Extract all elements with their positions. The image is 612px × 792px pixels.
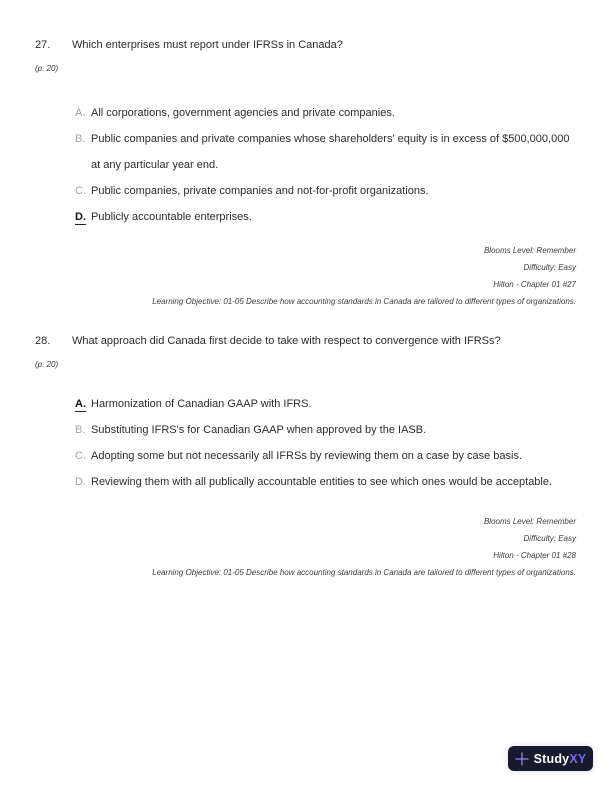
answer-option-d-correct[interactable] — [75, 204, 570, 230]
page-reference: (p. 20) — [35, 360, 59, 369]
option-text: Substituting IFRS's for Canadian GAAP when approved by the IASB. — [91, 424, 427, 436]
option-letter-text: C. — [75, 450, 86, 462]
option-letter-text: C. — [75, 185, 86, 197]
option-letter — [75, 126, 91, 178]
plus-icon — [515, 752, 529, 766]
studyxy-logo[interactable] — [508, 746, 593, 771]
option-letter — [75, 100, 91, 126]
question-28 — [35, 334, 576, 581]
meta-source-chapter: Hilton - Chapter 01 #28 — [493, 551, 576, 560]
question-27 — [35, 38, 576, 310]
option-text: All corporations, government agencies and private companies. — [91, 107, 395, 119]
meta-blooms-level: Blooms Level: Remember — [483, 517, 576, 526]
option-letter — [75, 417, 91, 443]
meta-source-chapter: Hilton - Chapter 01 #27 — [493, 280, 576, 289]
question-metadata — [35, 513, 576, 581]
question-number: 27. — [35, 39, 51, 51]
answer-option-a[interactable] — [75, 100, 570, 126]
answer-option-a-correct[interactable] — [75, 391, 570, 417]
meta-blooms-level: Blooms Level: Remember — [483, 246, 576, 255]
option-letter-text: B. — [75, 133, 86, 145]
option-text: Reviewing them with all publically accountable entities to see which ones would be acceptable. — [91, 476, 553, 488]
question-text: What approach did Canada first decide to take with respect to convergence with IFRSs? — [72, 335, 501, 347]
option-text: Public companies, private companies and not-for-profit organizations. — [91, 185, 429, 197]
option-text: Publicly accountable enterprises. — [91, 211, 252, 223]
option-letter — [75, 391, 91, 417]
option-letter-text: B. — [75, 424, 86, 436]
meta-learning-objective: Learning Objective: 01-05 Describe how accounting standards in Canada are tailored to different types of organizations. — [152, 568, 576, 577]
question-text: Which enterprises must report under IFRSs in Canada? — [72, 39, 343, 51]
page-reference: (p. 20) — [35, 64, 59, 73]
option-letter-text: D. — [75, 476, 86, 488]
question-28-header — [35, 334, 576, 348]
answer-options-list — [35, 100, 570, 230]
option-letter-text: A. — [75, 107, 86, 119]
question-number: 28. — [35, 335, 51, 347]
answer-option-b[interactable] — [75, 417, 570, 443]
option-letter — [75, 443, 91, 469]
option-letter — [75, 204, 91, 230]
answer-option-c[interactable] — [75, 443, 570, 469]
meta-learning-objective: Learning Objective: 01-05 Describe how accounting standards in Canada are tailored to different types of organizations. — [152, 297, 576, 306]
answer-options-list — [35, 391, 570, 495]
logo-text-xy: XY — [569, 751, 587, 766]
logo-wordmark — [534, 750, 587, 768]
answer-option-c[interactable] — [75, 178, 570, 204]
option-letter-text: A. — [75, 398, 86, 410]
logo-text-study: Study — [533, 751, 570, 766]
answer-option-d[interactable] — [75, 469, 570, 495]
option-text: Public companies and private companies whose shareholders' equity is in excess of $500,000,000 at any particular year end. — [91, 133, 570, 171]
option-letter-text: D. — [75, 211, 86, 223]
option-text: Adopting some but not necessarily all IFRSs by reviewing them on a case by case basis. — [91, 450, 523, 462]
option-text: Harmonization of Canadian GAAP with IFRS. — [91, 398, 312, 410]
option-letter — [75, 178, 91, 204]
question-27-header — [35, 38, 576, 52]
question-metadata — [35, 242, 576, 310]
meta-difficulty: Difficulty: Easy — [523, 263, 576, 272]
answer-option-b[interactable] — [75, 126, 570, 178]
option-letter — [75, 469, 91, 495]
meta-difficulty: Difficulty: Easy — [523, 534, 576, 543]
